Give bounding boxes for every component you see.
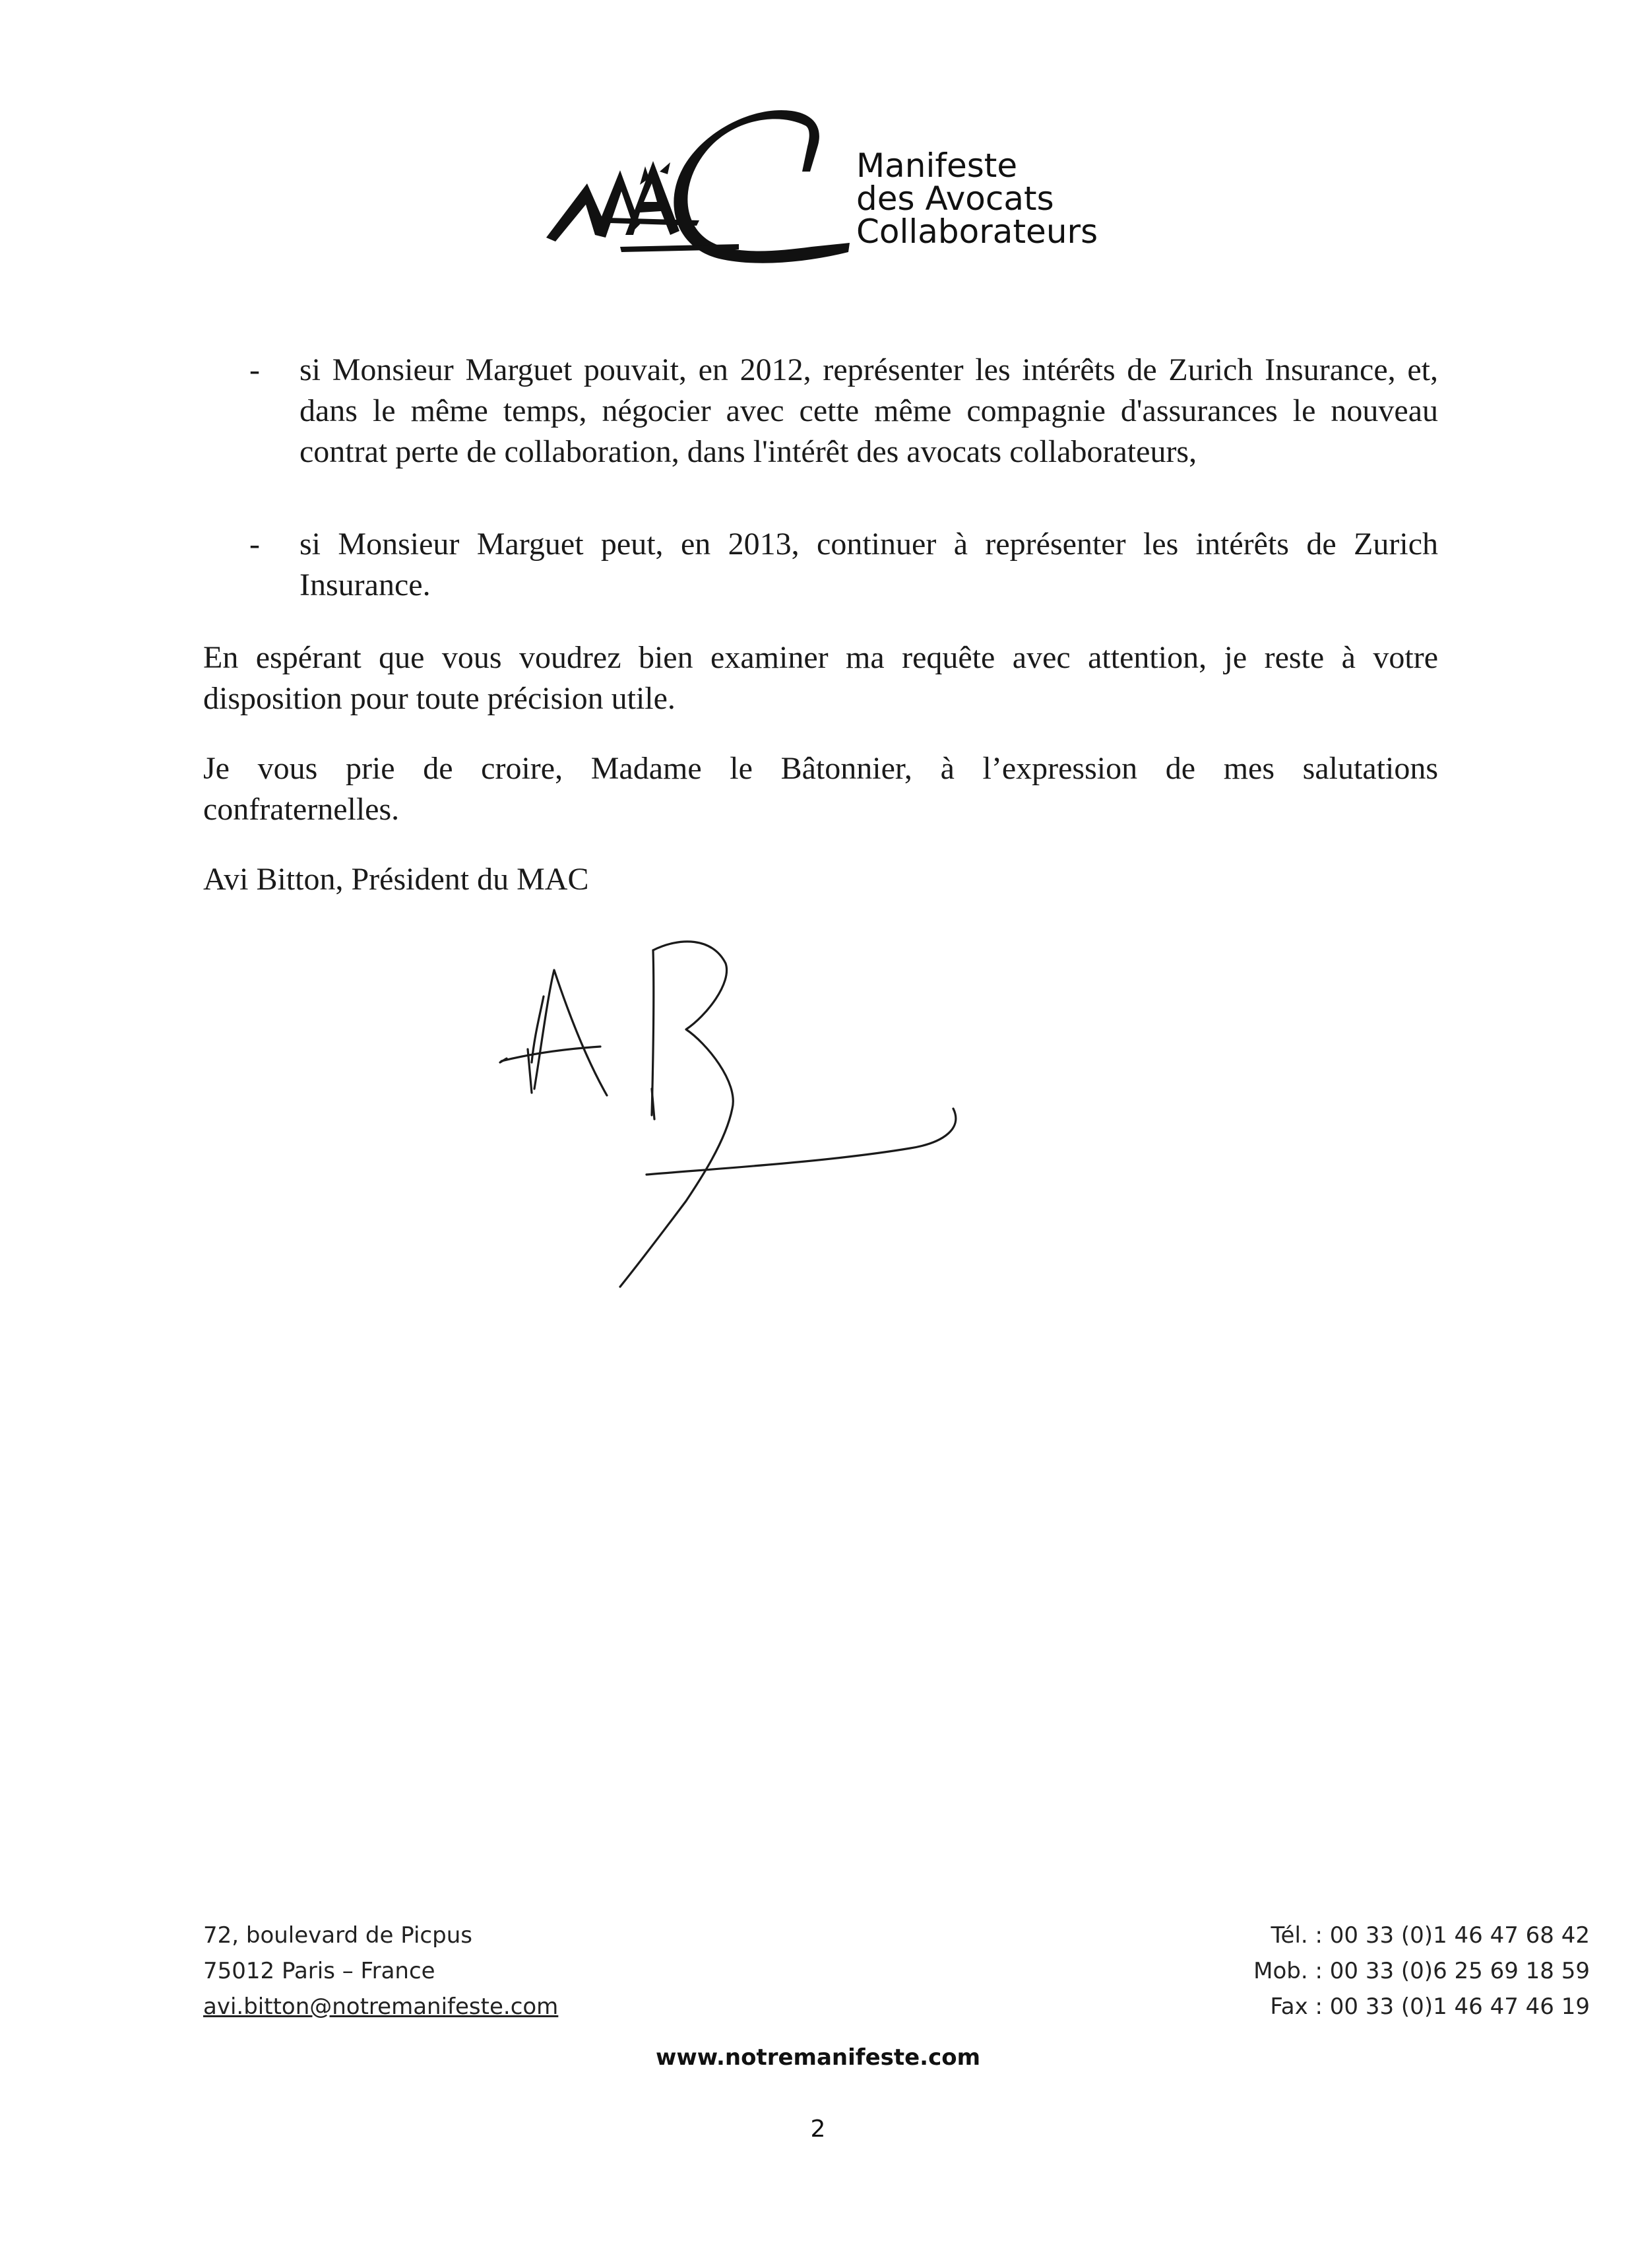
- bullet-marker-1: -: [249, 352, 260, 387]
- logo-line-1: Manifeste: [856, 146, 1018, 185]
- logo-line-2: des Avocats: [856, 179, 1054, 218]
- paragraph-salutation-line-2: confraternelles.: [203, 792, 400, 827]
- bullet-2-line-1: si Monsieur Marguet peut, en 2013, continuer à représenter les intérêts de Zurich: [299, 527, 1438, 562]
- paragraph-request-line-1: En espérant que vous voudrez bien examiner ma requête avec attention, je reste à votre: [203, 640, 1438, 675]
- paragraph-salutation-line-1: Je vous prie de croire, Madame le Bâtonnier, à l’expression de mes salutations: [203, 751, 1438, 786]
- paragraph-request-line-2: disposition pour toute précision utile.: [203, 681, 676, 716]
- page-number: 2: [810, 2116, 826, 2143]
- bullet-1-line-2: dans le même temps, négocier avec cette même compagnie d'assurances le nouveau: [299, 393, 1438, 428]
- signatory-name: Avi Bitton, Président du MAC: [203, 862, 589, 897]
- handwritten-signature: [488, 917, 1069, 1326]
- bullet-2-line-2: Insurance.: [299, 567, 431, 602]
- paragraph-salutation: [203, 748, 1438, 830]
- footer-website: www.notremanifeste.com: [655, 2044, 981, 2071]
- bullet-1-line-3: contrat perte de collaboration, dans l'intérêt des avocats collaborateurs,: [299, 434, 1197, 469]
- logo-line-3: Collaborateurs: [856, 212, 1098, 251]
- footer-address-line-2: 75012 Paris – France: [203, 1958, 435, 1984]
- footer-mob: Mob. : 00 33 (0)6 25 69 18 59: [1253, 1958, 1590, 1984]
- bullet-1-line-1: si Monsieur Marguet pouvait, en 2012, représenter les intérêts de Zurich Insurance, et,: [299, 352, 1438, 387]
- logo-wordmark: [856, 146, 1098, 251]
- mac-logo-mark: [541, 106, 851, 277]
- footer-contacts: [1253, 1918, 1590, 2025]
- bullet-item-1: [299, 350, 1438, 472]
- footer-email-link[interactable]: avi.bitton@notremanifeste.com: [203, 1993, 559, 2020]
- footer-address: [203, 1918, 558, 2025]
- paragraph-request: [203, 637, 1438, 719]
- signatory-line: [203, 859, 1438, 900]
- bullet-item-2: [299, 524, 1438, 606]
- footer-fax: Fax : 00 33 (0)1 46 47 46 19: [1270, 1993, 1590, 2020]
- mac-logo: [541, 106, 1098, 277]
- bullet-marker-2: -: [249, 527, 260, 562]
- footer-address-line-1: 72, boulevard de Picpus: [203, 1922, 472, 1949]
- footer-tel: Tél. : 00 33 (0)1 46 47 68 42: [1271, 1922, 1590, 1949]
